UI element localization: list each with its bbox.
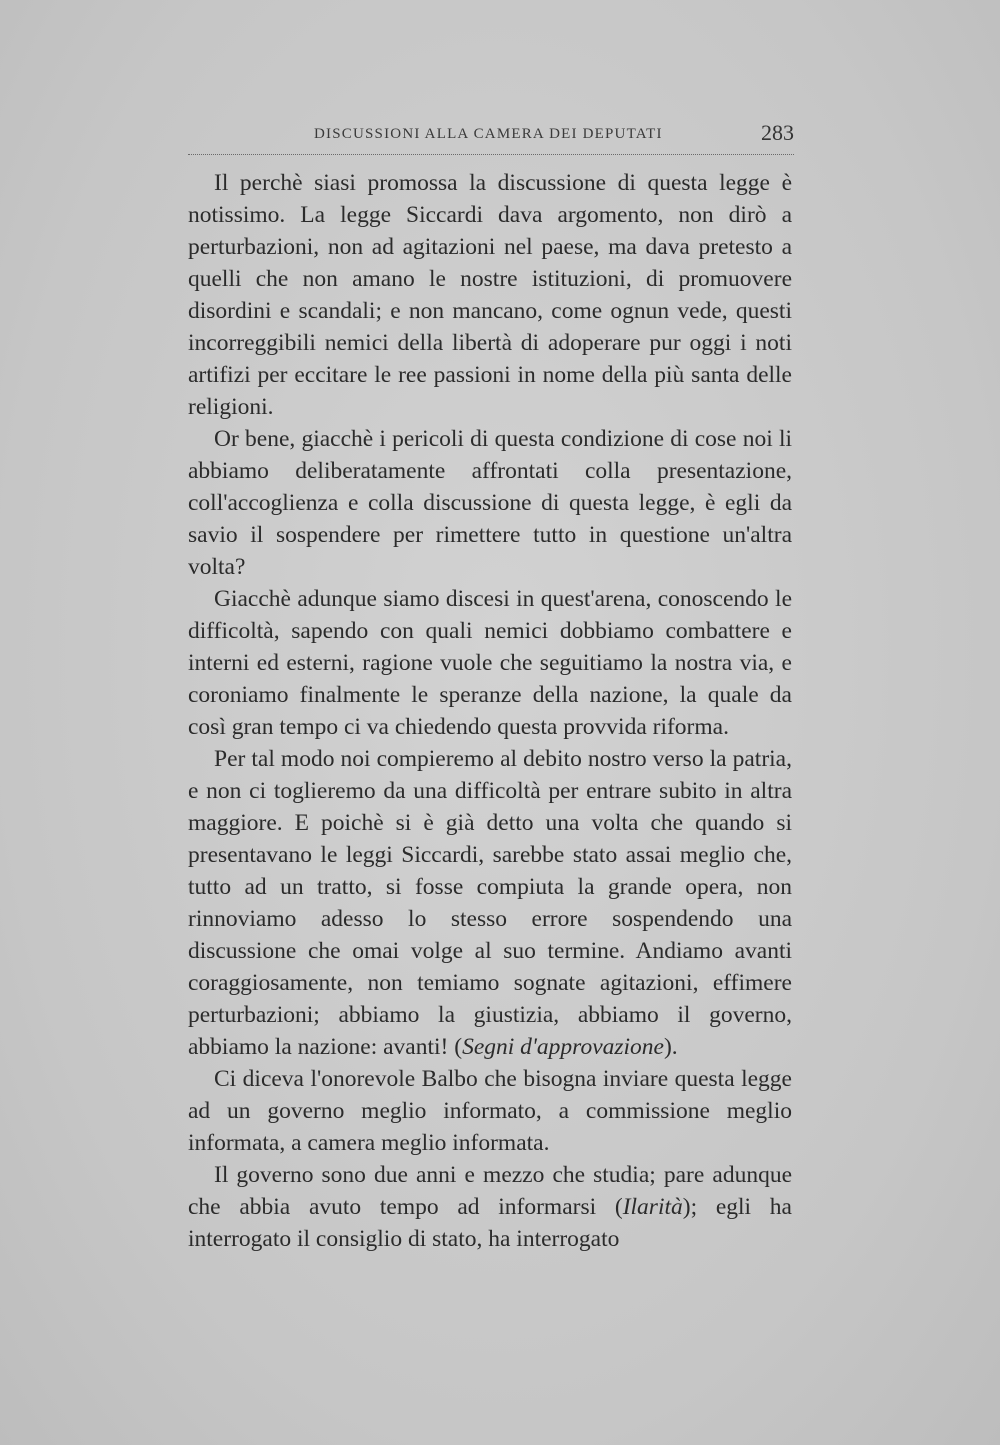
page-number: 283 (761, 120, 794, 145)
paragraph (188, 743, 792, 1063)
text-segment: ); egli ha interrogato il consiglio di stato, ha interrogato (188, 1194, 792, 1252)
running-title: DISCUSSIONI ALLA CAMERA DEI DEPUTATI (314, 126, 663, 142)
italic-annotation: Segni d'approvazione (462, 1034, 664, 1060)
text-segment: Per tal modo noi compieremo al debito nostro verso la patria, e non ci toglieremo da una difficoltà per entrare subito in altra maggiore. E poichè si è già detto una volta che quando si presentavano le leggi Siccardi, sarebbe stato assai meglio che, tutto ad un tratto, si fosse compiuta la grande opera, non rinnoviamo adesso lo stesso errore sospendendo una discussione che omai volge al suo termine. Andiamo avanti coraggiosamente, non temiamo sognate agitazioni, effimere perturbazioni; abbiamo la giustizia, abbiamo il governo, abbiamo la nazione: avanti! ( (188, 746, 792, 1060)
text-segment: ). (663, 1034, 678, 1060)
paragraph (188, 583, 792, 743)
text-segment: Ci diceva l'onorevole Balbo che bisogna inviare questa legge ad un governo meglio informato, a commissione meglio informata, a camera meglio informata. (188, 1066, 792, 1156)
text-segment: Giacchè adunque siamo discesi in quest'arena, conoscendo le difficoltà, sapendo con quali nemici dobbiamo combattere e interni ed esterni, ragione vuole che seguitiamo la nostra via, e coroniamo finalmente le speranze della nazione, la quale da così gran tempo ci va chiedendo questa provvida riforma. (188, 586, 792, 740)
page-header (188, 120, 794, 155)
text-segment: Il perchè siasi promossa la discussione di questa legge è notissimo. La legge Siccardi dava argomento, non dirò a perturbazioni, non ad agitazioni nel paese, ma dava pretesto a quelli che non amano le nostre istituzioni, di promuovere disordini e scandali; e non mancano, come ognun vede, questi incorreggibili nemici della libertà di adoperare pur oggi i noti artifizi per eccitare le ree passioni in nome della più santa delle religioni. (188, 170, 792, 420)
body-text (188, 167, 792, 1255)
text-segment: Il governo sono due anni e mezzo che studia; pare adunque che abbia avuto tempo ad informarsi ( (188, 1162, 792, 1220)
paragraph (188, 167, 792, 423)
text-segment: Or bene, giacchè i pericoli di questa condizione di cose noi li abbiamo deliberatamente affrontati colla presentazione, coll'accoglienza e colla discussione di questa legge, è egli da savio il sospendere per rimettere tutto in questione un'altra volta? (188, 426, 792, 580)
paragraph (188, 1063, 792, 1159)
paragraph (188, 1159, 792, 1255)
italic-annotation: Ilarità (622, 1194, 683, 1220)
paragraph (188, 423, 792, 583)
